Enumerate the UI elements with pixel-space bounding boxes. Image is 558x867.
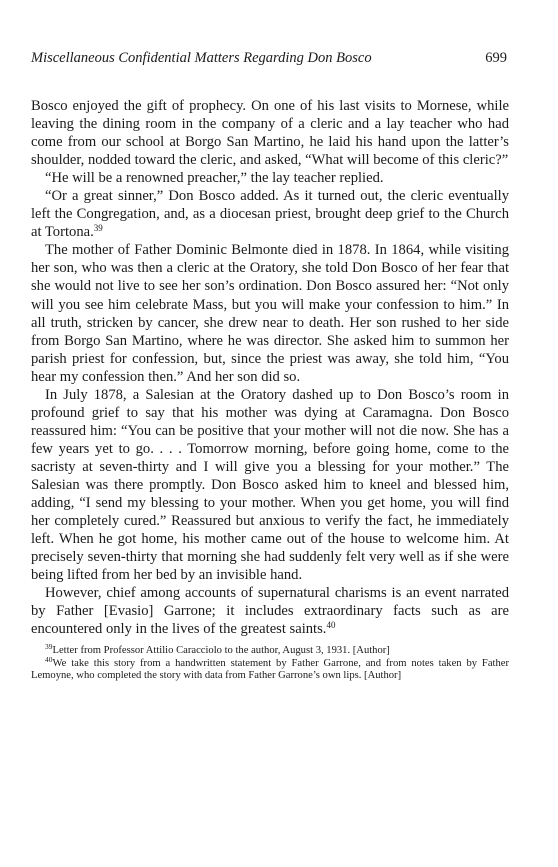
footnote-mark: 40 bbox=[45, 654, 53, 664]
paragraph bbox=[31, 169, 509, 187]
running-head bbox=[31, 50, 509, 72]
paragraph-text: Bosco enjoyed the gift of prophecy. On one of his last visits to Mornese, while leaving the dining room in the company of a cleric and a lay teacher who had come from our school at Borgo San Martino, he laid his hand upon the latter’s shoulder, nodded toward the cleric, and asked, “What will become of this cleric?” bbox=[31, 98, 509, 169]
paragraph bbox=[31, 584, 509, 638]
footnotes bbox=[31, 642, 509, 682]
footnote-mark: 39 bbox=[45, 642, 53, 652]
paragraph bbox=[31, 187, 509, 241]
paragraph-text: In July 1878, a Salesian at the Oratory dashed up to Don Bosco’s room in profound grief to say that his mother was dying at Caramagna. Don Bosco reassured him: “You can be positive that your mother will not die now. She has a few years yet to go. . . . Tomorrow morning, before going home, come to the sacristy at seven-thirty and I will give you a blessing for your mother.” The Salesian was there promptly. Don Bosco asked him to kneel and blessed him, adding, “I send my blessing to your mother. When you get home, you will find her completely cured.” Reassured but anxious to verify the fact, he immediately left. When he got home, his mother came out of the house to welcome him. At precisely seven-thirty that morning she had suddenly felt very well as if she were being lifted from her bed by an invisible hand. bbox=[31, 386, 509, 584]
paragraph bbox=[31, 386, 509, 585]
footnote-reference[interactable]: 40 bbox=[326, 620, 336, 631]
paragraph-text: “He will be a renowned preacher,” the lay teacher replied. bbox=[45, 170, 384, 187]
body-text bbox=[31, 97, 509, 638]
footnote bbox=[31, 654, 509, 683]
paragraph-text: The mother of Father Dominic Belmonte died in 1878. In 1864, while visiting her son, who was then a cleric at the Oratory, she told Don Bosco of her fear that she would not live to see her son’s ordination. Don Bosco assured her: “Not only will you see him celebrate Mass, but you will make your confession to him.” In all truth, stricken by cancer, she drew near to death. Her son rushed to her side from Borgo San Martino, where he was director. She asked him to summon her parish priest for confession, but, since the priest was away, she told him, “You hear my confession then.” And her son did so. bbox=[31, 242, 509, 385]
running-title: Miscellaneous Confidential Matters Regarding Don Bosco bbox=[31, 50, 372, 66]
footnote-text: We take this story from a handwritten statement by Father Garrone, and from notes taken by Father Lemoyne, who completed the story with data from Father Garrone’s own lips. [Author] bbox=[31, 657, 509, 682]
page-number: 699 bbox=[485, 50, 507, 66]
footnote-text: Letter from Professor Attilio Caracciolo to the author, August 3, 1931. [Author] bbox=[52, 645, 390, 657]
paragraph bbox=[31, 97, 509, 169]
footnote-reference[interactable]: 39 bbox=[93, 223, 103, 234]
footnote bbox=[31, 642, 509, 657]
paragraph-text: “Or a great sinner,” Don Bosco added. As it turned out, the cleric eventually left the Congregation, and, as a diocesan priest, brought deep grief to the Church at Tortona. bbox=[31, 188, 509, 241]
paragraph-text: However, chief among accounts of supernatural charisms is an event narrated by Father [Evasio] Garrone; it includes extraordinary facts such as are encountered only in the lives of the greatest saints. bbox=[31, 585, 509, 638]
book-page bbox=[31, 50, 509, 683]
paragraph bbox=[31, 241, 509, 385]
